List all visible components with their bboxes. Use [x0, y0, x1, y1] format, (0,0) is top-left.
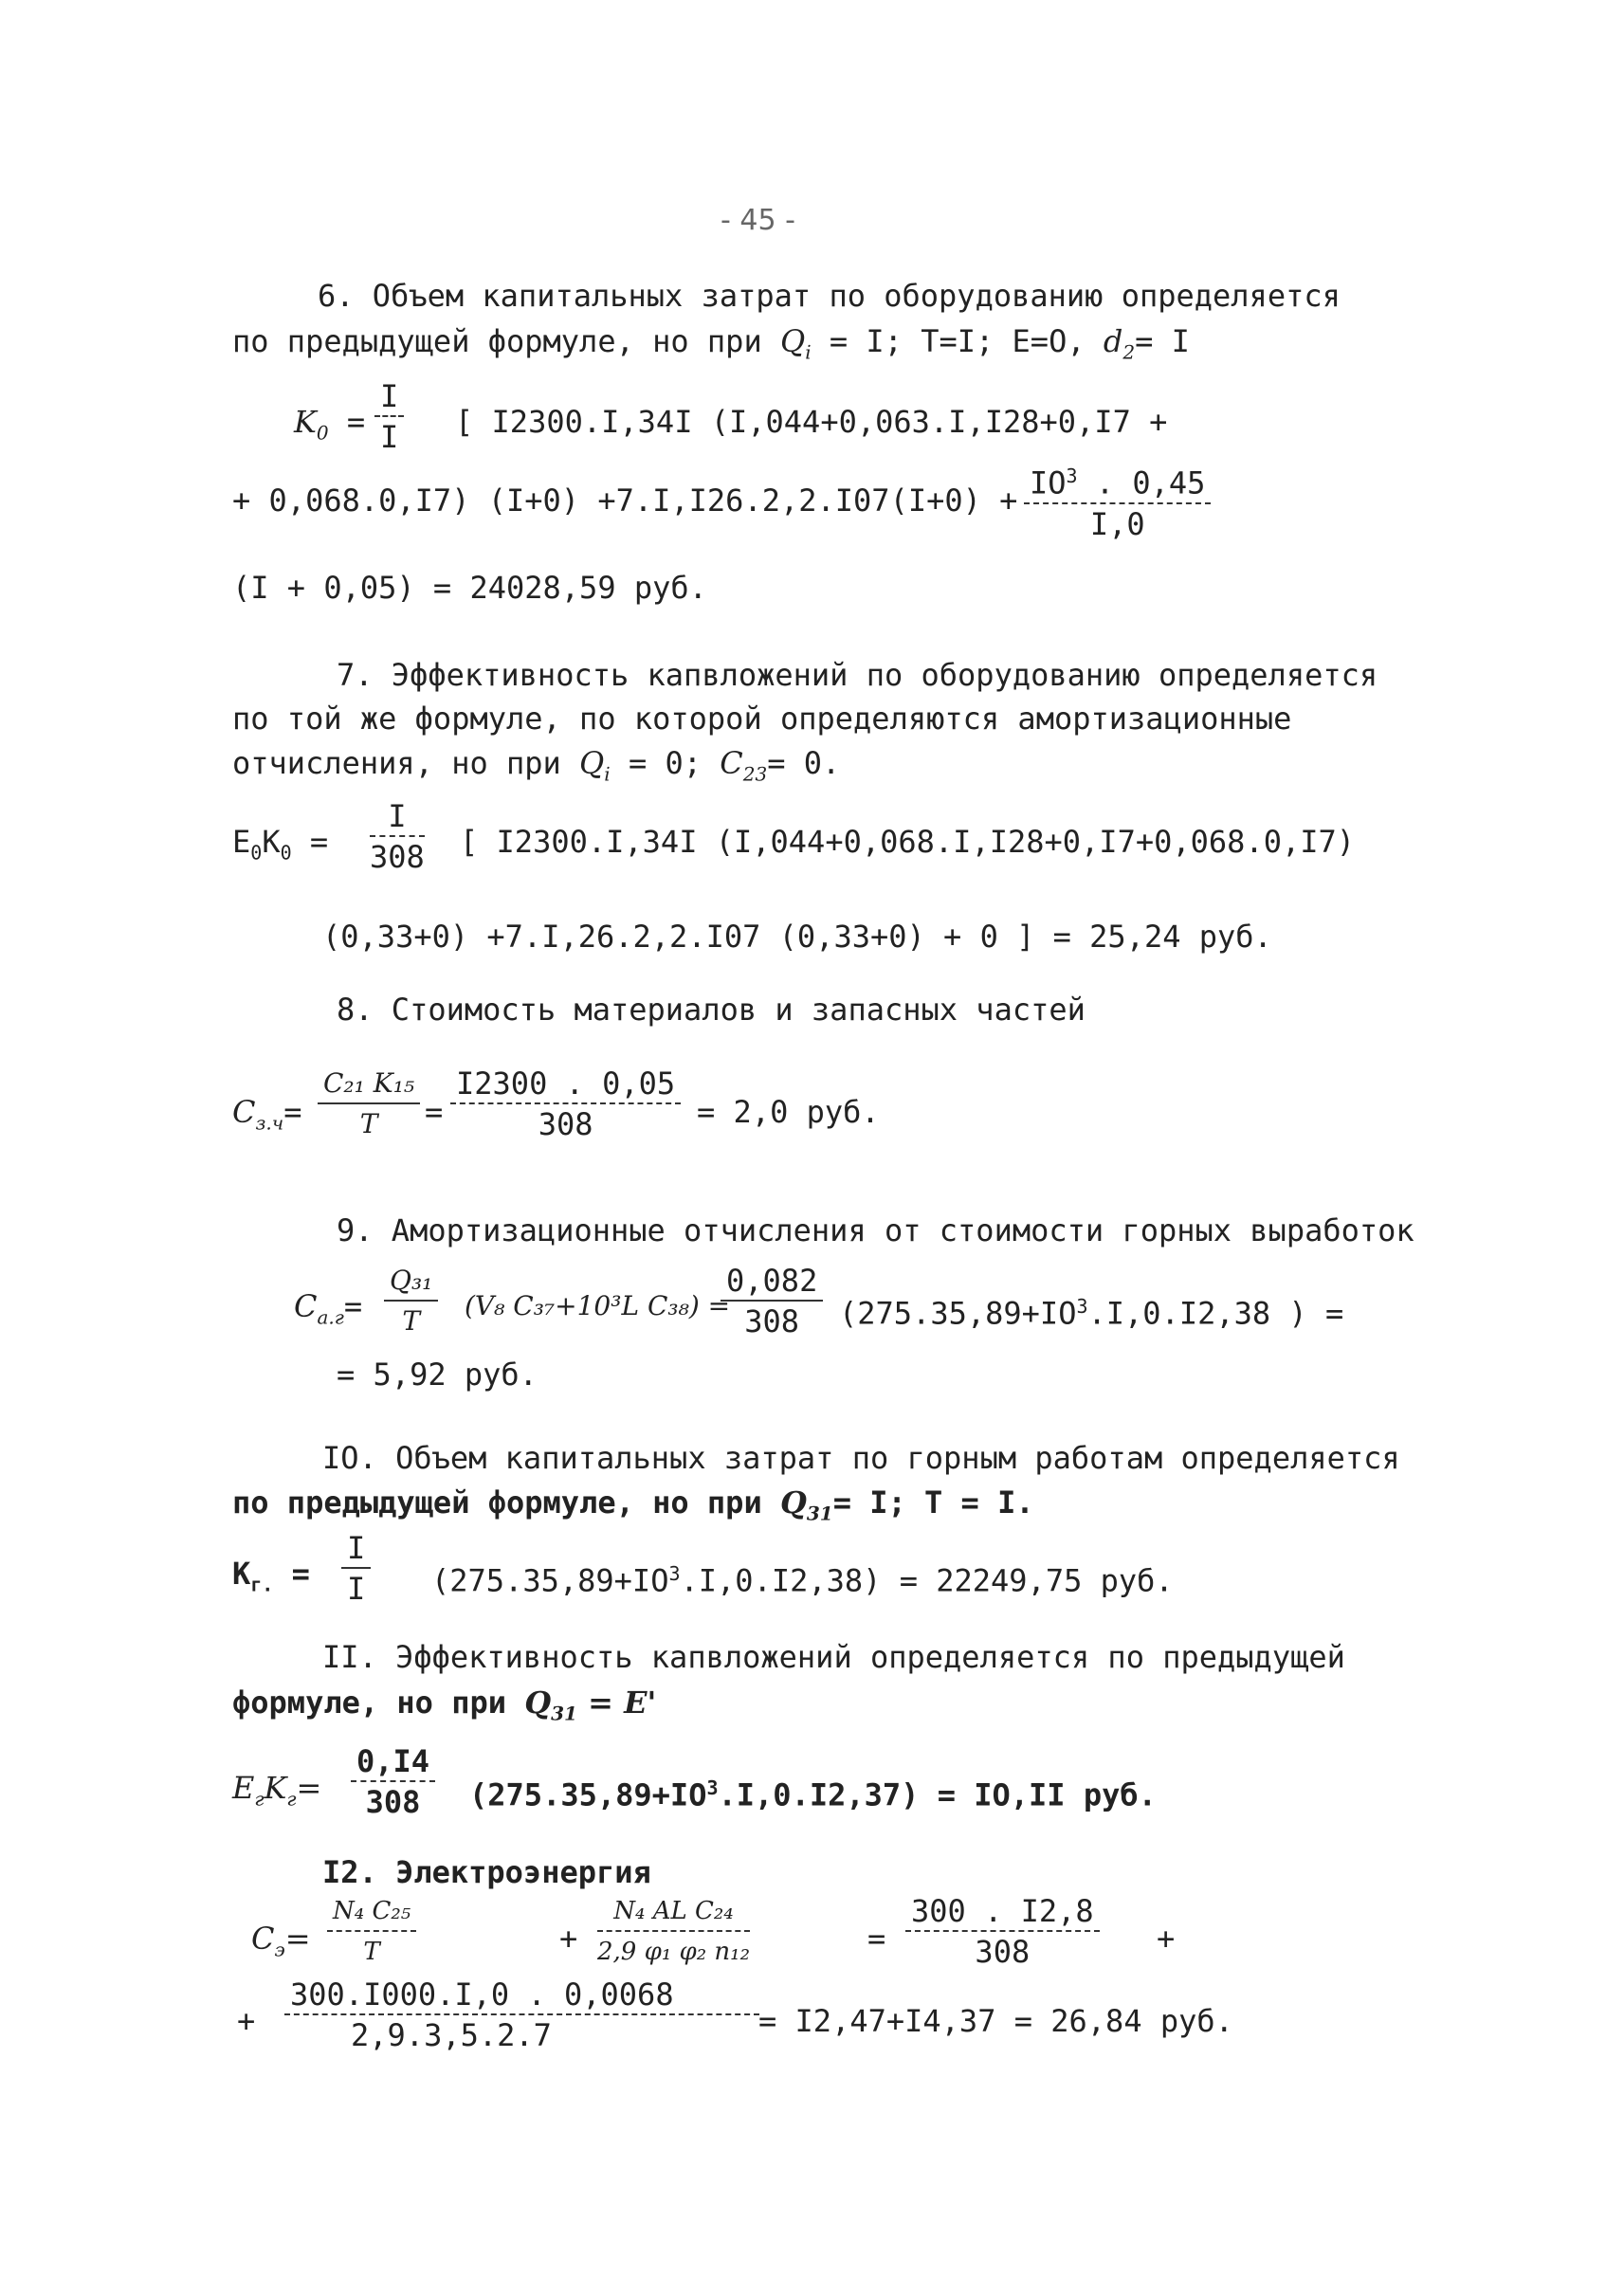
item-8-line-1: [337, 991, 1086, 1029]
item-7-text-1: 7. Эффективность капвложений по оборудованию определяется: [337, 657, 1378, 693]
item-6-f2-frac-den: I,0: [1089, 505, 1145, 542]
item-11-frac-den: 308: [365, 1784, 421, 1820]
item-10-line-1: [322, 1439, 1400, 1477]
item-10-text-2b: = I; T = I.: [832, 1484, 1034, 1521]
item-12-f2-result-wrap: [758, 2002, 1233, 2040]
item-6-d-symbol: d: [1103, 323, 1123, 359]
item-7-f1-lhs-sub1: 0: [250, 841, 263, 865]
item-11-rest-wrap: [469, 1769, 1157, 1814]
item-6-text-2c: = I: [1135, 323, 1190, 359]
item-9-text-1: 9. Амортизационные отчисления от стоимости горных выработок: [337, 1212, 1414, 1248]
item-12-fraction-3: [905, 1894, 1100, 1970]
item-11-lhs-k: K: [264, 1770, 287, 1806]
item-10-lhs-k: K: [232, 1556, 251, 1592]
item-6-q-subscript: i: [805, 340, 812, 364]
item-9-fraction-1: [384, 1264, 438, 1339]
item-6-f1-equals: =: [346, 404, 366, 440]
item-12-f2-plus-wrap: [237, 2002, 255, 2040]
item-8-frac2-num: I2300 . 0,05: [450, 1066, 681, 1104]
item-7-line-1: [337, 656, 1378, 694]
item-7-f1-frac-den: 308: [370, 839, 425, 875]
item-7-f1-frac-num: I: [370, 799, 425, 837]
item-12-frac2-den: 2,9 φ₁ φ₂ n₁₂: [597, 1938, 750, 1966]
item-7-text-3b: = 0;: [610, 745, 721, 781]
item-11-rest-sup: 3: [706, 1776, 719, 1799]
item-7-f1-lhs-sub2: 0: [280, 841, 292, 865]
item-12-text-1: I2. Электроэнергия: [322, 1854, 651, 1890]
item-12-equals-1: =: [284, 1921, 311, 1957]
item-10-fraction: [341, 1531, 371, 1607]
item-8-fraction-2: [450, 1066, 681, 1142]
item-7-c-symbol: C: [720, 745, 743, 781]
item-6-f2-frac-num: [1024, 459, 1211, 504]
item-12-plus-1: +: [559, 1921, 578, 1957]
item-6-line-2: [232, 322, 1190, 371]
item-9-lhs-c: C: [294, 1288, 318, 1324]
item-12-f2-plus: +: [237, 2003, 256, 2039]
item-7-line-3: [232, 744, 840, 792]
item-6-formula-2: [232, 482, 1017, 519]
item-6-f2-num-rest: . 0,45: [1077, 464, 1206, 501]
item-8-text-1: 8. Стоимость материалов и запасных частей: [337, 992, 1086, 1028]
item-6-f1-rest-text: [ I2300.I,34I (I,044+0,063.I,I28+0,I7 +: [455, 404, 1168, 440]
item-12-f2-result: = I2,47+I4,37 = 26,84 руб.: [758, 2003, 1233, 2039]
item-12-frac3-den: 308: [975, 1934, 1031, 1970]
item-10-text-1: IO. Объем капитальных затрат по горным работам определяется: [322, 1440, 1400, 1476]
item-8-lhs-c: C: [232, 1094, 256, 1130]
item-6-f2-fraction: [1024, 459, 1211, 542]
item-9-frac1-den: T: [402, 1305, 421, 1337]
item-6-f1-lhs-sub: 0: [316, 421, 329, 445]
item-11-rest-a: (275.35,89+IO: [469, 1776, 707, 1813]
item-11-lhs-e: E: [232, 1770, 255, 1806]
item-11-rest-b: .I,0.I2,37) = IO,II руб.: [718, 1776, 1157, 1813]
item-9-line-1: [337, 1211, 1414, 1249]
item-8-result: = 2,0 руб.: [697, 1094, 880, 1130]
item-7-q-symbol: Q: [579, 745, 605, 781]
item-7-text-3a: отчисления, но при: [232, 745, 580, 781]
item-11-formula-lhs: [232, 1769, 321, 1817]
item-11-equals: =: [296, 1770, 322, 1806]
item-9-equals-1: =: [343, 1288, 363, 1324]
item-12-fraction-1: [327, 1894, 416, 1970]
item-8-equals-1: =: [283, 1094, 302, 1130]
item-10-lhs-sub: г.: [250, 1573, 274, 1596]
item-11-frac-num: 0,I4: [351, 1744, 435, 1782]
item-8-equals-2-wrap: [425, 1093, 443, 1131]
item-10-q-subscript: 31: [806, 1502, 833, 1525]
item-7-f1-rest: [460, 823, 1355, 861]
item-12-frac1-den: T: [363, 1938, 380, 1966]
item-9-paren: (V₈ C₃₇+10³L C₃₈) =: [465, 1290, 731, 1321]
item-10-line-2: [232, 1484, 1034, 1532]
item-11-line-2: [232, 1684, 656, 1732]
item-7-f1-lhs-e: E: [232, 824, 251, 860]
item-8-frac2-den: 308: [538, 1106, 593, 1142]
item-7-f2-text: (0,33+0) +7.I,26.2,2.I07 (0,33+0) + 0 ] = 25,24 руб.: [322, 919, 1272, 955]
item-7-f1-equals: =: [309, 824, 329, 860]
item-11-text-2b: = E': [576, 1685, 657, 1721]
item-6-f2-left: + 0,068.0,I7) (I+0) +7.I,I26.2,2.I07(I+0) +: [232, 483, 1018, 519]
item-9-rest-sup: 3: [1076, 1295, 1088, 1318]
item-9-rest-a: (275.35,89+IO: [839, 1295, 1077, 1332]
item-9-formula-lhs: [294, 1287, 362, 1336]
item-9-frac2-num: 0,082: [721, 1264, 823, 1302]
item-6-d-subscript: 2: [1122, 340, 1136, 364]
item-9-fraction-2: [721, 1264, 823, 1339]
item-6-f2-num-base: IO: [1030, 464, 1067, 501]
item-12-equals-2: =: [867, 1921, 886, 1957]
item-12-plus-1-wrap: [559, 1920, 577, 1958]
item-12-f2-frac-num: 300.I000.I,0 . 0,0068: [284, 1977, 759, 2015]
item-10-text-2a: по предыдущей формуле, но при: [232, 1484, 780, 1521]
item-8-fraction-1: [318, 1066, 420, 1142]
item-11-lhs-k-sub: г: [286, 1787, 297, 1811]
item-6-q-symbol: Q: [779, 323, 806, 359]
item-12-f2-frac-den: 2,9.3,5.2.7: [351, 2017, 552, 2053]
item-6-f3-text: (I + 0,05) = 24028,59 руб.: [232, 570, 707, 606]
item-7-text-2: по той же формуле, по которой определяются амортизационные: [232, 701, 1292, 737]
item-12-frac1-num: N₄ C₂₅: [327, 1894, 416, 1932]
item-7-f1-rest-text: [ I2300.I,34I (I,044+0,068.I,I28+0,I7+0,068.0,I7): [460, 824, 1356, 860]
item-12-formula-lhs: [251, 1920, 311, 1968]
item-6-f1-frac-den: I: [380, 419, 399, 455]
item-6-line-1: [318, 277, 1341, 315]
item-12-line-1: [322, 1853, 651, 1891]
item-12-lhs-sub: э: [274, 1938, 285, 1961]
item-7-q-subscript: i: [604, 762, 611, 786]
item-10-frac-den: I: [347, 1571, 366, 1607]
item-12-frac3-num: 300 . I2,8: [905, 1894, 1100, 1932]
item-10-rest-b: .I,0.I2,38) = 22249,75 руб.: [680, 1562, 1174, 1599]
item-8-frac1-num: C₂₁ K₁₅: [318, 1066, 420, 1104]
item-7-formula-1: [232, 823, 328, 871]
item-10-q-symbol: Q: [779, 1484, 807, 1521]
item-6-f1-rest: [455, 403, 1167, 441]
item-6-text-2a: по предыдущей формуле, но при: [232, 323, 780, 359]
item-10-frac-num: I: [341, 1531, 371, 1569]
item-6-formula-3: [232, 569, 707, 607]
item-9-frac1-num: Q₃₁: [384, 1264, 438, 1302]
item-12-f2-fraction: [284, 1977, 759, 2053]
item-8-formula-lhs: [232, 1093, 301, 1141]
item-9-line-2: [337, 1356, 538, 1393]
item-11-q-symbol: Q: [524, 1685, 552, 1721]
item-8-equals-2: =: [425, 1094, 444, 1130]
item-12-equals-2-wrap: [867, 1920, 885, 1958]
item-6-f1-frac-num: I: [374, 379, 404, 417]
item-6-text-2b: = I; T=I; E=O,: [811, 323, 1104, 359]
item-9-lhs-sub: a.г: [317, 1305, 344, 1329]
item-11-text-1: II. Эффективность капвложений определяется по предыдущей: [322, 1639, 1345, 1675]
item-9-frac2-den: 308: [744, 1303, 800, 1339]
item-12-plus-2: +: [1157, 1921, 1176, 1957]
item-11-lhs-e-sub: г: [254, 1787, 265, 1811]
item-6-f1-lhs: K: [294, 404, 317, 440]
item-9-rest-b: .I,0.I2,38 ) =: [1087, 1295, 1344, 1332]
item-7-c-subscript: 23: [742, 762, 768, 786]
item-12-fraction-2: [597, 1894, 750, 1970]
item-6-f2-num-sup: 3: [1066, 464, 1078, 487]
item-6-f1-fraction: [374, 379, 404, 455]
item-10-equals: =: [291, 1556, 310, 1592]
item-8-result-wrap: [697, 1093, 880, 1131]
item-10-rest-wrap: [431, 1555, 1174, 1600]
item-10-rest-a: (275.35,89+IO: [431, 1562, 669, 1599]
page-number: - 45 -: [721, 204, 795, 237]
item-8-lhs-sub: з.ч: [255, 1111, 284, 1135]
item-7-f1-lhs-k: K: [262, 824, 281, 860]
item-11-fraction: [351, 1744, 435, 1820]
item-8-frac1-den: T: [359, 1108, 378, 1139]
item-7-text-3d: = 0.: [767, 745, 841, 781]
item-11-text-2a: формуле, но при: [232, 1685, 525, 1721]
item-9-rest-wrap: [839, 1287, 1343, 1333]
item-12-plus-2-wrap: [1157, 1920, 1175, 1958]
item-6-formula-1: [294, 403, 365, 451]
item-12-frac2-num: N₄ AL C₂₄: [597, 1894, 750, 1932]
item-11-line-1: [322, 1638, 1345, 1676]
item-7-formula-2: [322, 918, 1272, 956]
item-10-formula-lhs: [232, 1555, 310, 1603]
item-9-paren-wrap: [465, 1287, 730, 1325]
item-11-q-subscript: 31: [551, 1702, 577, 1725]
item-10-rest-sup: 3: [668, 1562, 681, 1585]
item-9-result: = 5,92 руб.: [337, 1357, 538, 1393]
item-7-f1-fraction: [370, 799, 425, 875]
item-12-lhs-c: C: [251, 1921, 275, 1957]
item-7-line-2: [232, 700, 1291, 738]
item-6-text-1: 6. Объем капитальных затрат по оборудованию определяется: [318, 278, 1341, 314]
